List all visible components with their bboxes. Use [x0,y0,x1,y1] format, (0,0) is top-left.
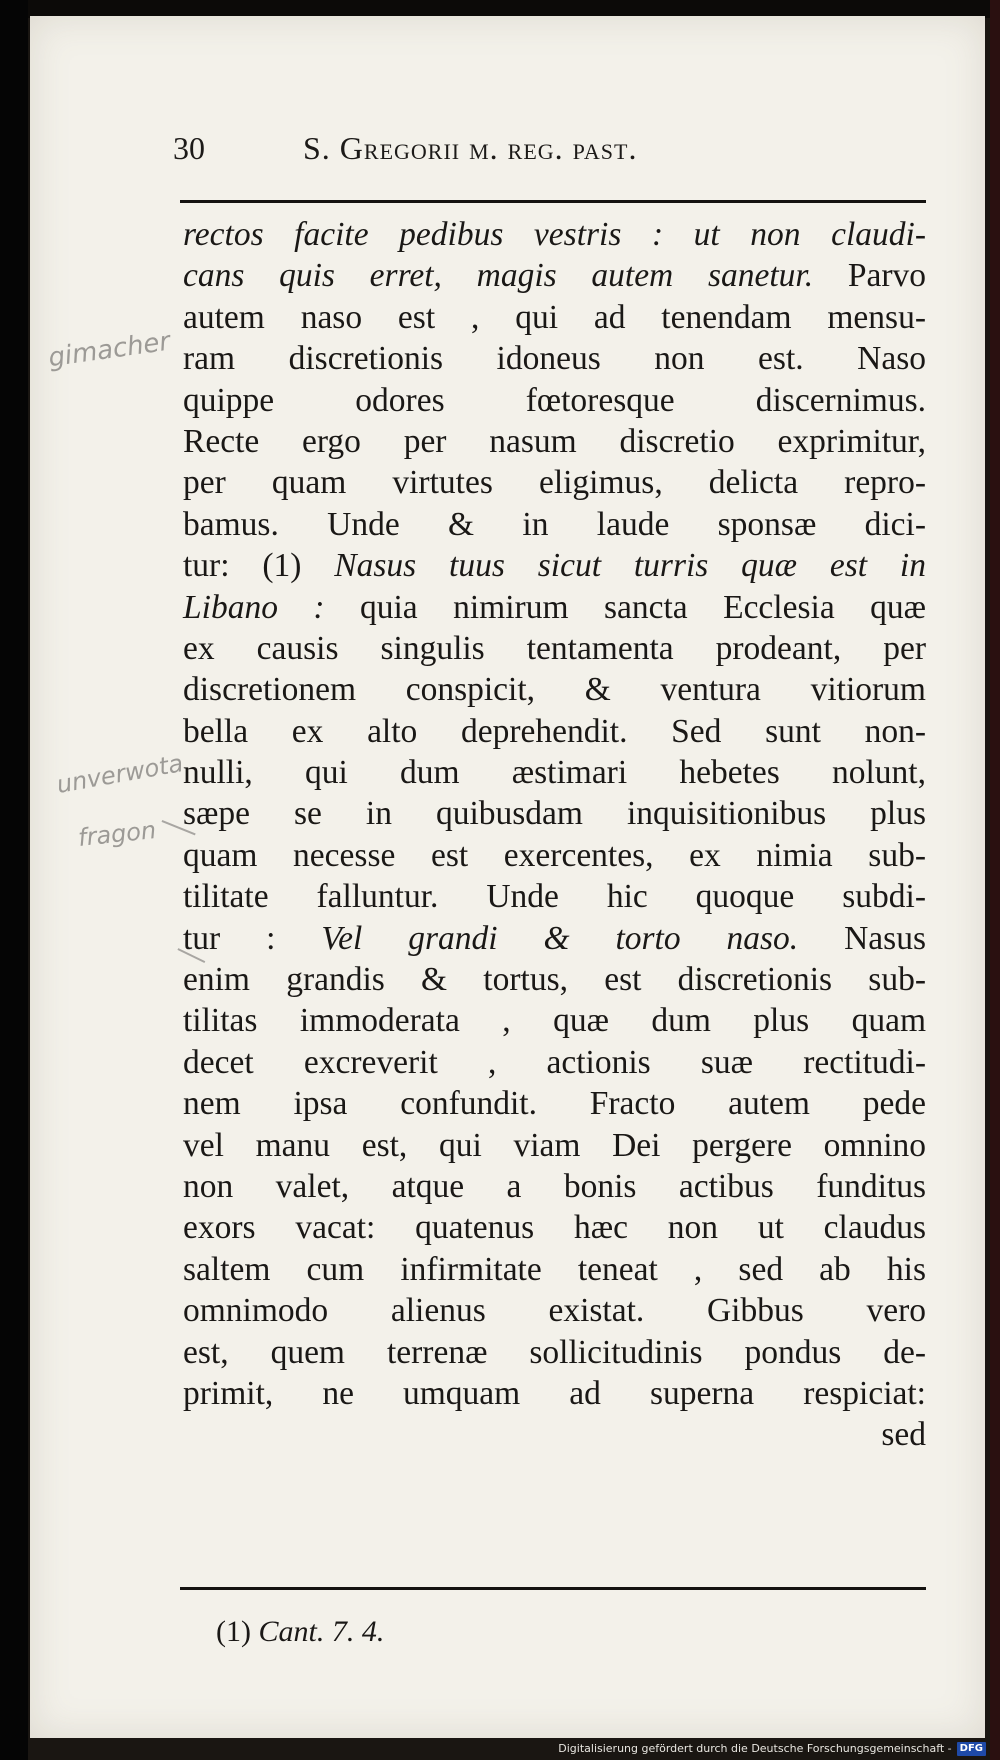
text-segment: tilitas immoderata , quæ dum plus quam [183,1002,926,1040]
text-line [183,214,926,255]
text-line [183,587,926,628]
text-line [183,628,926,669]
page-header [173,130,928,180]
text-segment: bamus. Unde & in laude sponsæ dici- [183,505,926,543]
text-segment: tur : [183,919,322,957]
text-line [183,1083,926,1124]
body-text [183,214,926,1456]
text-segment: quippe odores fœtoresque discernimus. [183,381,926,419]
text-segment: ram discretionis idoneus non est. Naso [183,340,926,378]
text-segment: Nasus [798,919,926,957]
text-segment: est, quem terrenæ sollicitudinis pondus de- [183,1333,926,1371]
text-segment: sed [881,1416,926,1454]
text-line [183,297,926,338]
italic-text: Libano : [183,588,325,626]
italic-text: cans quis erret, magis autem sanetur. [183,257,814,295]
text-line [183,255,926,296]
text-segment: autem naso est , qui ad tenendam mensu- [183,298,926,336]
scan-border-left [0,0,28,1760]
text-segment: non valet, atque a bonis actibus funditus [183,1167,926,1205]
text-line [183,338,926,379]
footnote-rule [180,1587,926,1590]
italic-text: rectos facite pedibus vestris : ut non claudi- [183,216,926,253]
text-segment: tur: (1) [183,547,335,585]
text-segment: primit, ne umquam ad superna respiciat: [183,1374,926,1412]
running-head: S. Gregorii m. reg. past. [303,130,638,166]
italic-text: Nasus tuus sicut turris quæ est in [334,547,926,585]
page-number: 30 [173,130,205,166]
text-line [183,835,926,876]
text-line [183,959,926,1000]
text-segment: per quam virtutes eligimus, delicta repro- [183,464,926,502]
text-segment: bella ex alto deprehendit. Sed sunt non- [183,712,926,750]
text-segment: ex causis singulis tentamenta prodeant, per [183,629,926,667]
text-segment: Parvo [813,257,926,295]
text-line [183,1332,926,1373]
margin-note-2: unverwota [54,749,186,799]
text-line [183,752,926,793]
text-segment: decet excreverit , actionis suæ rectitudi- [183,1043,926,1081]
margin-note-1: gimacher [46,326,172,374]
credit-text: Digitalisierung gefördert durch die Deutsche Forschungsgemeinschaft - [558,1742,952,1755]
footnote [216,1615,384,1649]
text-line [183,793,926,834]
scan-border-right [990,0,1000,1760]
text-segment: discretionem conspicit, & ventura vitiorum [183,671,926,709]
text-line [183,1042,926,1083]
digitization-credit [558,1740,986,1758]
text-line [183,545,926,586]
text-segment: omnimodo alienus existat. Gibbus vero [183,1292,926,1330]
text-segment: exors vacat: quatenus hæc non ut claudus [183,1209,926,1247]
text-segment: vel manu est, qui viam Dei pergere omnino [183,1126,926,1164]
text-line [183,1373,926,1414]
text-segment: sæpe se in quibusdam inquisitionibus plus [183,795,926,833]
text-line [183,918,926,959]
text-line [183,380,926,421]
dfg-logo: DFG [957,1742,986,1756]
margin-note-3: fragon [76,815,158,853]
text-line [183,669,926,710]
text-segment: nulli, qui dum æstimari hebetes nolunt, [183,754,926,792]
text-segment: tilitate falluntur. Unde hic quoque subdi- [183,878,926,916]
text-segment: nem ipsa confundit. Fracto autem pede [183,1085,926,1123]
text-line [183,1207,926,1248]
footnote-reference: Cant. 7. 4. [258,1615,385,1648]
text-segment: quia nimirum sancta Ecclesia quæ [324,588,926,626]
text-line [183,1166,926,1207]
text-line [183,1000,926,1041]
text-line [183,711,926,752]
text-line [183,1125,926,1166]
text-segment: enim grandis & tortus, est discretionis sub- [183,961,926,999]
text-line [183,1249,926,1290]
italic-text: Vel grandi & torto naso. [321,919,799,957]
text-line [183,462,926,503]
text-line [183,504,926,545]
text-line [183,421,926,462]
text-line [183,1414,926,1455]
text-line [183,876,926,917]
footnote-marker: (1) [216,1615,251,1648]
text-segment: quam necesse est exercentes, ex nimia sub- [183,836,926,874]
header-rule [180,200,926,203]
text-line [183,1290,926,1331]
text-segment: Recte ergo per nasum discretio exprimitur, [183,422,926,460]
text-segment: saltem cum infirmitate teneat , sed ab his [183,1250,926,1288]
